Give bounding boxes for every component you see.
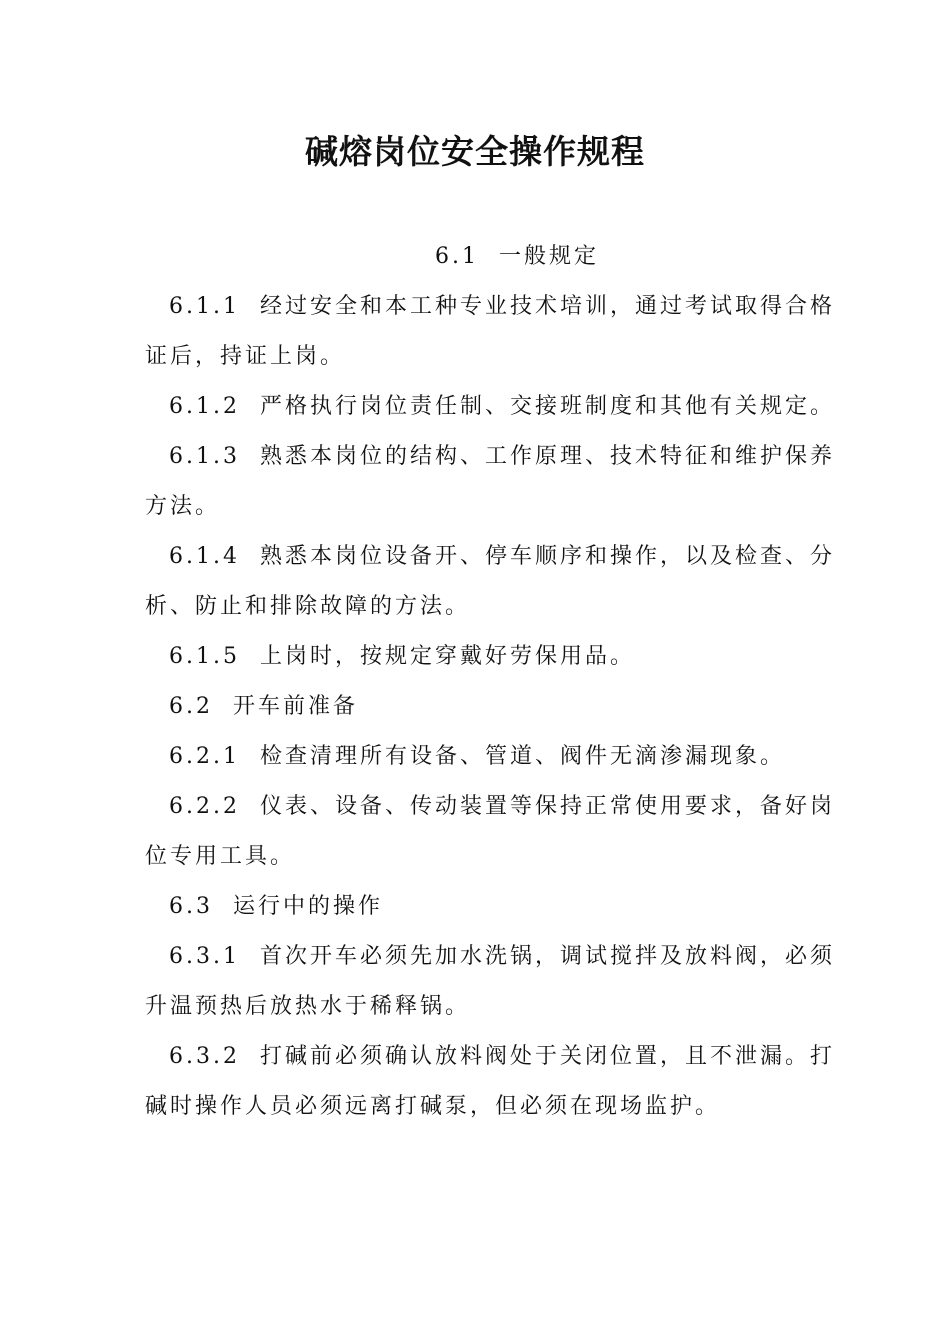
section-number: 6.2 (169, 694, 213, 719)
clause-text: 熟悉本岗位的结构、工作原理、技术特征和维护保养方法。 (145, 444, 835, 519)
clause-text: 严格执行岗位责任制、交接班制度和其他有关规定。 (259, 394, 835, 419)
clause-paragraph (145, 432, 835, 532)
clause-text: 经过安全和本工种专业技术培训，通过考试取得合格证后，持证上岗。 (145, 294, 835, 369)
section-number: 6.3 (169, 894, 213, 919)
clause-paragraph (145, 382, 835, 432)
clause-text: 仪表、设备、传动装置等保持正常使用要求，备好岗位专用工具。 (145, 794, 835, 869)
clause-paragraph (145, 532, 835, 632)
section-heading (145, 882, 835, 932)
clause-paragraph (145, 782, 835, 882)
clause-text: 上岗时，按规定穿戴好劳保用品。 (259, 644, 635, 669)
clause-number: 6.3.2 (169, 1044, 240, 1069)
clause-text: 打碱前必须确认放料阀处于关闭位置，且不泄漏。打碱时操作人员必须远离打碱泵，但必须在现场监护。 (145, 1044, 835, 1119)
clause-paragraph (145, 1032, 835, 1132)
section-text: 运行中的操作 (233, 894, 384, 919)
section-number: 6.1 (434, 244, 479, 269)
clause-text: 检查清理所有设备、管道、阀件无滴渗漏现象。 (259, 744, 785, 769)
clause-number: 6.1.4 (169, 544, 240, 569)
document-title: 碱熔岗位安全操作规程 (305, 132, 645, 171)
clause-number: 6.1.1 (169, 294, 240, 319)
section-text: 开车前准备 (233, 694, 359, 719)
clause-number: 6.1.2 (169, 394, 240, 419)
clause-paragraph (145, 632, 835, 682)
section-text: 一般规定 (498, 244, 599, 269)
clause-paragraph (145, 732, 835, 782)
clause-number: 6.2.1 (169, 744, 240, 769)
clause-text: 熟悉本岗位设备开、停车顺序和操作，以及检查、分析、防止和排除故障的方法。 (145, 544, 835, 619)
document-body (145, 232, 835, 1132)
clause-paragraph (145, 282, 835, 382)
clause-paragraph (145, 932, 835, 1032)
clause-text: 首次开车必须先加水洗锅，调试搅拌及放料阀，必须升温预热后放热水于稀释锅。 (145, 944, 835, 1019)
clause-number: 6.1.3 (169, 444, 240, 469)
clause-number: 6.1.5 (169, 644, 240, 669)
section-heading (145, 232, 835, 282)
section-heading (145, 682, 835, 732)
clause-number: 6.3.1 (169, 944, 240, 969)
clause-number: 6.2.2 (169, 794, 240, 819)
